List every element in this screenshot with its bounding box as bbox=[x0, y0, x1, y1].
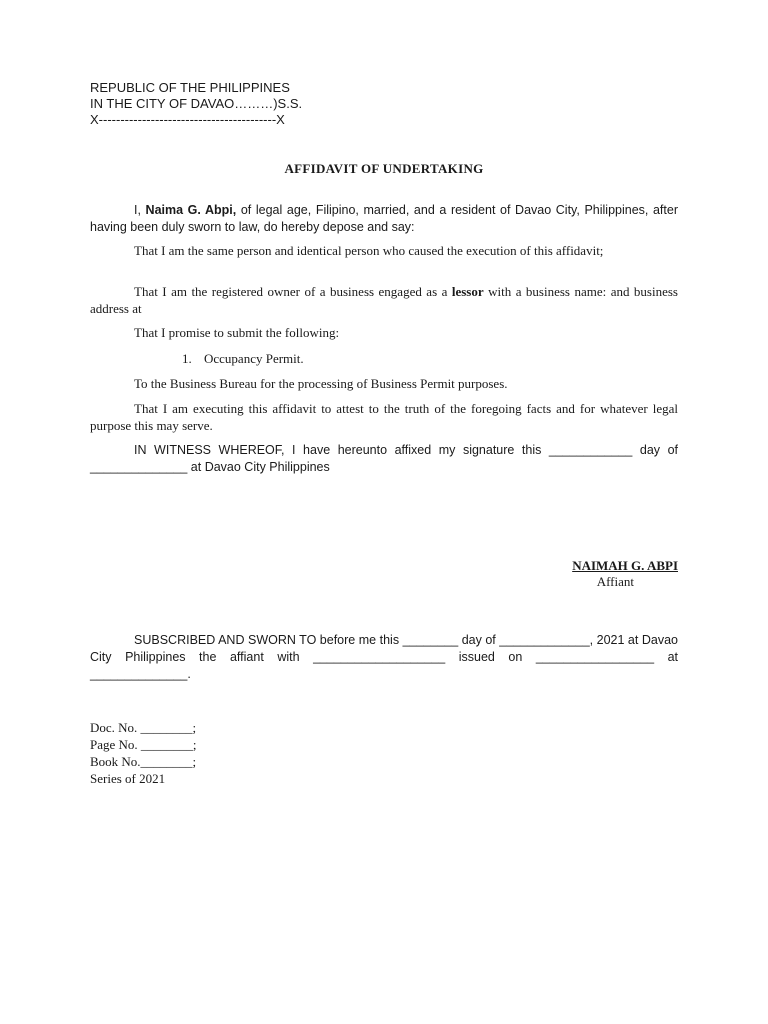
attest-text: That I am executing this affidavit to attest to the truth of the foregoing facts and for whatever legal purpose this may serve. bbox=[90, 401, 678, 433]
intro-suffix: of legal age, Filipino, married, and a resident of Davao City, Philippines, after having been duly sworn to law, do hereby depose and say: bbox=[90, 203, 678, 234]
paragraph-witness bbox=[90, 442, 678, 475]
page-number: Page No. ________; bbox=[90, 737, 197, 752]
signature-block bbox=[478, 558, 678, 590]
series-year: Series of 2021 bbox=[90, 771, 166, 786]
affiant-role: Affiant bbox=[596, 574, 634, 589]
paragraph-identity bbox=[90, 243, 678, 260]
affiant-name: NAIMAH G. ABPI bbox=[572, 558, 678, 573]
paragraph-intro bbox=[90, 202, 678, 235]
doc-number: Doc. No. ________; bbox=[90, 720, 197, 735]
business-type: lessor bbox=[451, 284, 484, 299]
list-item bbox=[182, 351, 304, 367]
header-separator: X-----------------------------------------X bbox=[90, 112, 285, 127]
identity-text: That I am the same person and identical person who caused the execution of this affidavit; bbox=[134, 243, 604, 258]
witness-text: IN WITNESS WHEREOF, I have hereunto affixed my signature this ____________ day of ______________ at Davao City Philippines bbox=[90, 443, 678, 474]
book-number: Book No.________; bbox=[90, 754, 197, 769]
header-republic: REPUBLIC OF THE PHILIPPINES bbox=[90, 80, 290, 95]
document-title: AFFIDAVIT OF UNDERTAKING bbox=[284, 161, 484, 176]
business-suffix: with a business name: and business address at bbox=[90, 284, 678, 316]
paragraph-bureau bbox=[90, 376, 678, 393]
paragraph-attest bbox=[90, 401, 678, 434]
header-city: IN THE CITY OF DAVAO………)S.S. bbox=[90, 96, 303, 111]
paragraph-promise bbox=[90, 325, 678, 342]
list-item-number: 1. bbox=[182, 351, 192, 366]
bureau-text: To the Business Bureau for the processing of Business Permit purposes. bbox=[134, 376, 508, 391]
jurat-text: SUBSCRIBED AND SWORN TO before me this ________ day of _____________, 2021 at Davao City Philippines the affiant with ___________________ issued on _________________ at ______________. bbox=[90, 633, 678, 681]
promise-text: That I promise to submit the following: bbox=[134, 325, 340, 340]
affiant-name-inline: Naima G. Abpi, bbox=[145, 203, 237, 217]
intro-prefix: I, bbox=[134, 203, 146, 217]
list-item-text: Occupancy Permit. bbox=[204, 351, 304, 366]
paragraph-jurat bbox=[90, 632, 678, 683]
business-prefix: That I am the registered owner of a business engaged as a bbox=[134, 284, 452, 299]
paragraph-business bbox=[90, 284, 678, 317]
